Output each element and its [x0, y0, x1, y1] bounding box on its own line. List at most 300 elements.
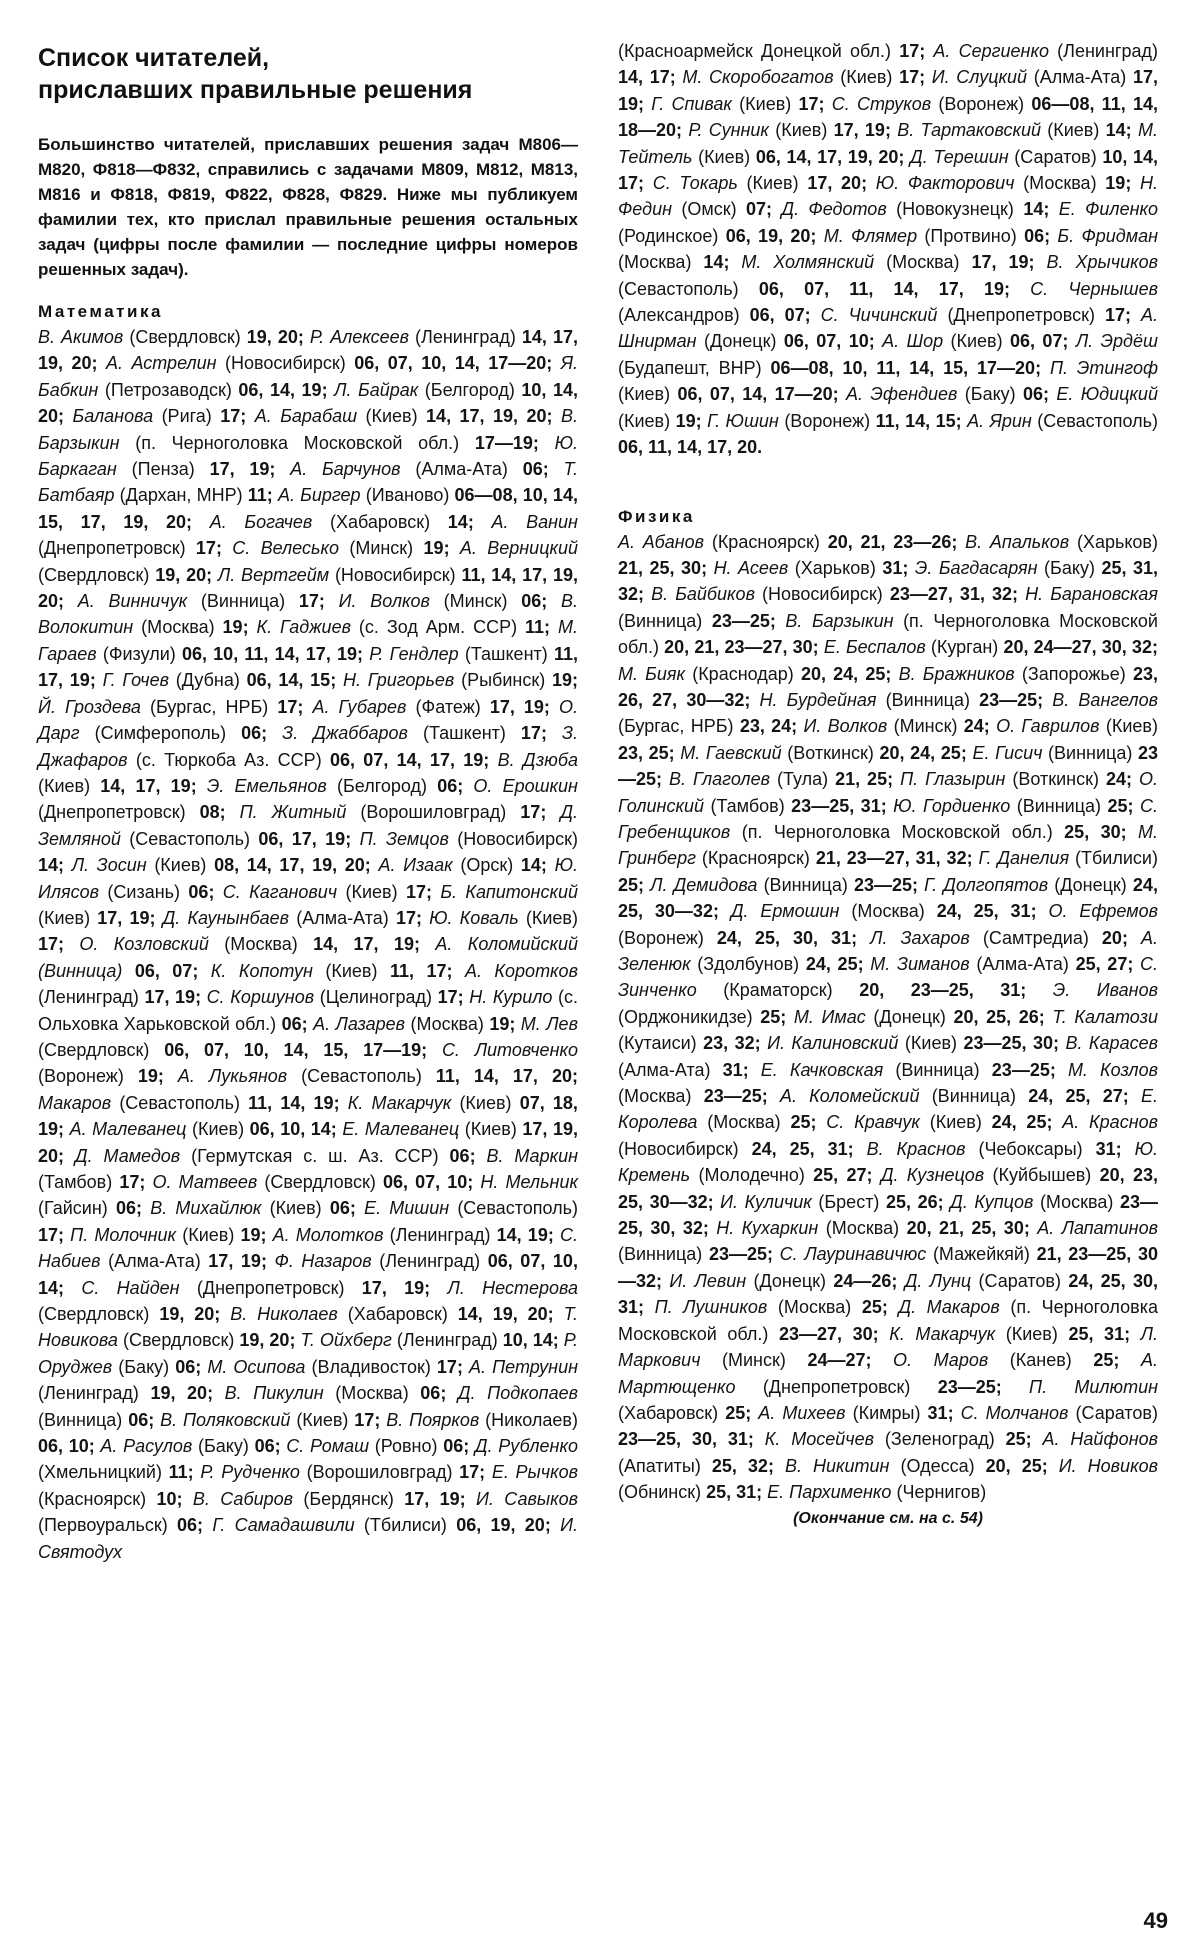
reader-name: С. Чичинский — [820, 305, 938, 326]
reader-entry: С. Струков (Воронеж) 06—08, 11, 14, 18—20; — [618, 93, 1158, 141]
reader-city: (Хабаровск) — [329, 511, 431, 532]
reader-name: Е. Рычков — [491, 1462, 578, 1483]
reader-name: М. Гаевский — [680, 742, 782, 763]
solved-problems: 14, 17, 19 — [313, 934, 414, 955]
reader-entry: Л. Эрдёш (Будапешт, ВНР) 06—08, 10, 11, 14, 15, 17—20; — [618, 331, 1158, 378]
reader-entry: С. Набиев (Алма-Ата) 17, 19; — [38, 1224, 578, 1272]
reader-city: (Днепропетровск) — [38, 538, 186, 559]
physics-reader-list — [618, 529, 1158, 1506]
reader-city: (Винница) — [38, 1409, 123, 1430]
reader-entry: О. Матвеев (Свердловск) 06, 07, 10; — [152, 1172, 481, 1192]
reader-entry: Н. Кухаркин (Москва) 20, 21, 25, 30; — [716, 1218, 1038, 1239]
reader-entry: И. Волков (Минск) 24; — [803, 716, 997, 737]
solved-problems: 17, 19 — [618, 67, 1158, 114]
solved-problems: 20, 23, 25, 30—32 — [618, 1165, 1158, 1212]
solved-problems: 06 — [115, 1198, 137, 1219]
reader-city: (Молодечно) — [698, 1165, 805, 1186]
reader-entry: Л. Байрак (Белгород) 10, 14, 20; — [38, 379, 578, 427]
solved-problems: 14, 17, 19, 20 — [38, 327, 578, 374]
solved-problems: 21, 25 — [835, 769, 888, 790]
reader-entry: Д. Ермошин (Москва) 24, 25, 31; — [730, 901, 1049, 922]
reader-city: (Винница) — [1016, 795, 1102, 816]
reader-city: (Хабаровск) — [347, 1304, 448, 1325]
reader-entry: Г. Данелия (Тбилиси) 25; — [618, 848, 1158, 895]
reader-entry: Ю. Баркаган (Пенза) 17, 19; — [38, 432, 578, 480]
reader-entry: П. Глазырин (Воткинск) 24; — [900, 769, 1139, 790]
reader-entry: Г. Долгопятов (Донецк) 24, 25, 30—32; — [618, 874, 1158, 922]
solved-problems: 17 — [520, 802, 541, 823]
reader-name: А. Зеленюк — [618, 927, 1158, 974]
reader-city: (Харьков) — [794, 557, 876, 578]
reader-name: С. Каганович — [222, 881, 338, 902]
reader-entry: Д. Макаров (п. Черноголовка Московской обл.) 23—27, 30; — [618, 1297, 1158, 1344]
reader-city: (Воронеж) — [784, 410, 871, 431]
solved-problems: 25, 32 — [711, 1455, 768, 1476]
solved-problems: 06, 14, 17, 19, 20 — [755, 146, 899, 167]
solved-problems: 19 — [489, 1013, 510, 1034]
solved-problems: 06 — [437, 775, 458, 796]
reader-city: (Алма-Ата) — [296, 907, 389, 928]
reader-entry: (Красноармейск Донецкой обл.) 17; — [618, 41, 934, 61]
reader-city: (Москва) — [777, 1297, 852, 1318]
reader-city: (Киев) — [365, 406, 418, 427]
reader-entry: С. Коршунов (Целиноград) 17; — [206, 987, 470, 1008]
reader-city: (п. Черноголовка Московской обл.) — [618, 610, 1158, 658]
reader-name: С. Набиев — [38, 1224, 578, 1272]
reader-city: (Донецк) — [873, 1006, 946, 1027]
reader-city: (Красноярск) — [711, 531, 820, 552]
reader-city: (Фатеж) — [415, 696, 481, 717]
solved-problems: 14, 17, 19 — [100, 775, 191, 796]
reader-name: А. Молотков — [272, 1224, 384, 1245]
reader-name: Ю. Гордиенко — [893, 795, 1011, 816]
reader-city: (Сизань) — [107, 881, 181, 902]
math-section-heading: Математика — [38, 302, 163, 321]
reader-city: (Брест) — [818, 1191, 880, 1212]
reader-name: А. Малеванец — [69, 1119, 187, 1140]
reader-name: М. Зиманов — [870, 954, 970, 974]
reader-name: А. Винничук — [77, 591, 188, 612]
solved-problems: 06 — [1024, 225, 1045, 246]
solved-problems: 17 — [38, 1224, 59, 1245]
reader-city: (Киев) — [840, 67, 893, 88]
solved-problems: 11, 17, 19 — [38, 643, 578, 691]
solved-problems: 06, 07, 10 — [382, 1172, 468, 1192]
solved-problems: 17 — [436, 1356, 457, 1377]
reader-name: Е. Юдицкий — [1056, 384, 1158, 405]
solved-problems: 06—08, 10, 14, 15, 17, 19, 20 — [38, 485, 578, 532]
solved-problems: 31 — [882, 557, 903, 578]
solved-problems: 19 — [137, 1066, 158, 1087]
reader-entry: С. Литовченко (Воронеж) 19; — [38, 1039, 578, 1087]
solved-problems: 17, 20 — [807, 173, 862, 194]
solved-problems: 20, 25, 26 — [953, 1006, 1039, 1027]
reader-city: (Киев) — [296, 1409, 349, 1430]
reader-name: М. Осипова — [207, 1356, 306, 1377]
reader-city: (Краснодар) — [692, 663, 794, 684]
solved-problems: 14, 17, 19, 20 — [426, 406, 547, 427]
solved-problems: 20, 21, 23—27, 30 — [664, 637, 813, 658]
reader-entry: А. Малеванец (Киев) 06, 10, 14; — [69, 1119, 343, 1140]
reader-city: (Воткинск) — [1012, 769, 1099, 790]
solved-problems: 23—25 — [703, 1086, 762, 1107]
solved-problems: 21, 23—27, 31, 32 — [815, 848, 967, 869]
reader-city: (Баку) — [964, 384, 1016, 405]
reader-name: Д. Федотов — [781, 199, 887, 220]
reader-name: А. Шор — [882, 331, 944, 352]
solved-problems: 06 — [420, 1383, 441, 1404]
reader-city: (Рыбинск) — [461, 670, 546, 691]
reader-entry: Т. Калатози (Кутаиси) 23, 32; — [618, 1006, 1158, 1054]
reader-entry: В. Волокитин (Москва) 19; — [38, 591, 578, 638]
solved-problems: 23, 24 — [739, 716, 792, 737]
reader-name: Е. Гисич — [972, 742, 1043, 763]
solved-problems: 24, 25 — [991, 1112, 1047, 1133]
reader-name: Ю. Коваль — [429, 907, 519, 928]
reader-entry: Д. Мамедов (Гермутская с. ш. Аз. ССР) 06; — [74, 1145, 487, 1166]
reader-city: (п. Черноголовка Московской обл.) — [135, 432, 460, 453]
solved-problems: 24 — [963, 716, 984, 737]
solved-problems: 19 — [1105, 173, 1126, 194]
reader-city: (Минск) — [722, 1350, 786, 1371]
reader-city: (Москва) — [335, 1383, 409, 1404]
solved-problems: 20, 21, 23—26 — [827, 531, 952, 552]
reader-city: (Дархан, МНР) — [119, 485, 243, 506]
solved-problems: 06 — [522, 459, 543, 480]
reader-city: (Минск) — [443, 591, 508, 612]
solved-problems: 17, 19 — [97, 907, 150, 928]
reader-entry: Е. Рычков (Красноярск) 10; — [38, 1462, 578, 1509]
reader-name: Г. Данелия — [978, 848, 1070, 869]
reader-name: Г. Юшин — [707, 410, 779, 431]
reader-name: Ю. Факторович — [875, 173, 1015, 194]
reader-entry: Г. Самадашвили (Тбилиси) 06, 19, 20; — [212, 1515, 561, 1536]
solved-problems: 24, 25, 31 — [936, 901, 1031, 922]
reader-name: О. Голинский — [618, 769, 1158, 816]
reader-city: (Севастополь) — [457, 1198, 578, 1219]
solved-problems: 07, 18, 19 — [38, 1092, 578, 1140]
reader-name: В. Апальков — [965, 531, 1070, 552]
solved-problems: 25, 31 — [1068, 1323, 1125, 1344]
reader-entry: З. Джаббаров (Ташкент) 17; — [282, 723, 562, 744]
solved-problems: 20, 24—27, 30, 32 — [1003, 637, 1152, 658]
reader-name: С. Зинченко — [618, 954, 1159, 1001]
solved-problems: 25 — [1093, 1350, 1114, 1371]
reader-name: А. Изаак — [378, 855, 453, 876]
reader-city: (Киев) — [459, 1092, 512, 1113]
reader-city: (Обнинск) — [618, 1482, 702, 1503]
solved-problems: 24—27 — [807, 1350, 866, 1371]
reader-name: Г. Гочев — [102, 670, 170, 691]
reader-name: Й. Гроздева — [38, 696, 141, 717]
reader-entry: Л. Вертгейм (Новосибирск) 11, 14, 17, 19, 20; — [38, 564, 578, 612]
solved-problems: 17 — [437, 987, 458, 1008]
reader-city: (Здолбунов) — [697, 954, 800, 974]
reader-city: (Ленинград) — [1057, 41, 1159, 61]
reader-entry: И. Новиков (Обнинск) 25, 31; — [618, 1455, 1158, 1503]
reader-entry: Е. Беспалов (Курган) 20, 24—27, 30, 32; — [823, 637, 1158, 658]
reader-name: Ф. Назаров — [274, 1251, 372, 1272]
reader-name: А. Верницкий — [459, 538, 579, 559]
solved-problems: 11, 14, 17, 20 — [435, 1066, 572, 1087]
reader-name: В. Акимов — [38, 327, 124, 347]
reader-name: М. Лев — [520, 1013, 578, 1034]
reader-name: А. Шнирман — [618, 305, 1158, 352]
reader-city: (Ворошиловград) — [306, 1462, 453, 1483]
reader-name: Л. Байрак — [334, 379, 419, 400]
reader-name: М. Гринберг — [618, 821, 1158, 869]
reader-entry: П. Милютин (Хабаровск) 25; — [618, 1376, 1158, 1423]
reader-entry: П. Молочник (Киев) 19; — [70, 1224, 273, 1245]
reader-entry: А. Лапатинов (Винница) 23—25; — [618, 1218, 1158, 1265]
reader-city: (Красноярск) — [38, 1488, 147, 1509]
solved-problems: 23—25 — [618, 742, 1159, 790]
reader-city: (Тула) — [776, 769, 829, 790]
reader-city: (Винница) — [931, 1086, 1016, 1107]
solved-problems: 20, 23—25, 31 — [859, 980, 1021, 1001]
reader-name: О. Гаврилов — [996, 716, 1100, 737]
reader-city: (Винница) — [200, 591, 286, 612]
reader-city: (Саратов) — [1075, 1402, 1158, 1423]
reader-entry: В. Хрычиков (Севастополь) 06, 07, 11, 14, 17, 19; — [618, 252, 1158, 299]
reader-name: Е. Королева — [618, 1086, 1158, 1133]
solved-problems: 23—25, 30, 32 — [618, 1191, 1158, 1239]
reader-city: (Александров) — [618, 305, 740, 326]
solved-problems: 25, 26 — [886, 1191, 938, 1212]
reader-entry: Б. Капитонский (Киев) 17, 19; — [38, 881, 578, 928]
reader-entry: А. Петрунин (Ленинград) 19, 20; — [38, 1356, 578, 1404]
reader-entry: А. Биргер (Иваново) 06—08, 10, 14, 15, 17, 19, 20; — [38, 485, 578, 532]
reader-name: А. Богачев — [209, 511, 313, 532]
reader-city: (Баку) — [197, 1436, 249, 1457]
reader-entry: Баланова (Рига) 17; — [72, 406, 255, 427]
reader-name: Л. Вертгейм — [217, 564, 330, 585]
reader-name: А. Лазарев — [313, 1013, 406, 1034]
left-column — [38, 0, 578, 1565]
reader-city: (Кутаиси) — [618, 1033, 697, 1054]
reader-name: О. Дарг — [38, 696, 578, 744]
reader-city: (Орджоникидзе) — [618, 1006, 753, 1027]
solved-problems: 17 — [899, 41, 920, 61]
reader-name: А. Коломейский — [779, 1086, 920, 1107]
reader-name: К. Мосейчев — [764, 1429, 874, 1450]
solved-problems: 06, 14, 15 — [246, 670, 331, 691]
reader-entry: З. Джафаров (с. Тюркоба Аз. ССР) 06, 07, 14, 17, 19; — [38, 723, 578, 770]
reader-city: (Воткинск) — [787, 742, 874, 763]
reader-name: И. Куличик — [720, 1191, 812, 1212]
reader-entry: Э. Иванов (Орджоникидзе) 25; — [618, 980, 1158, 1027]
reader-entry: С. Найден (Днепропетровск) 17, 19; — [81, 1277, 448, 1298]
reader-city: (Владивосток) — [311, 1356, 431, 1377]
solved-problems: 19 — [675, 410, 696, 431]
reader-city: (Москва) — [851, 901, 925, 922]
solved-problems: 06, 17, 19 — [258, 828, 346, 849]
reader-name: П. Милютин — [1029, 1376, 1158, 1397]
reader-entry: Р. Алексеев (Ленинград) 14, 17, 19, 20; — [38, 327, 578, 374]
reader-entry: М. Гринберг (Красноярск) 21, 23—27, 31, 32; — [618, 821, 1158, 869]
solved-problems: 20, 24, 25 — [800, 663, 886, 684]
reader-name: Т. Калатози — [1052, 1006, 1158, 1027]
reader-name: Б. Капитонский — [440, 881, 578, 902]
solved-problems: 23—25 — [937, 1376, 996, 1397]
solved-problems: 06, 14, 19 — [238, 379, 322, 400]
reader-name: Л. Нестерова — [447, 1277, 579, 1298]
reader-city: (Киев) — [1047, 120, 1100, 141]
reader-entry: В. Маркин (Тамбов) 17; — [38, 1145, 578, 1192]
reader-entry: А. Краснов (Новосибирск) 24, 25, 31; — [618, 1112, 1159, 1159]
reader-name: Н. Кухаркин — [716, 1218, 819, 1239]
reader-entry: М. Флямер (Протвино) 06; — [823, 225, 1058, 246]
reader-city: (Ворошиловград) — [360, 802, 507, 823]
reader-entry: О. Ефремов (Воронеж) 24, 25, 30, 31; — [618, 901, 1158, 948]
reader-city: (Новосибирск) — [762, 584, 883, 605]
reader-city: (Симферополь) — [94, 723, 227, 744]
page-number: 49 — [1143, 1908, 1168, 1933]
reader-city: (Винница) — [618, 610, 703, 631]
reader-name: А. Лапатинов — [1037, 1218, 1158, 1239]
reader-entry: Р. Сунник (Киев) 17, 19; — [688, 120, 898, 141]
solved-problems: 17, 19 — [833, 120, 885, 141]
reader-entry: Д. Кузнецов (Куйбышев) 20, 23, 25, 30—32; — [618, 1165, 1158, 1212]
reader-name: О. Матвеев — [152, 1172, 258, 1192]
solved-problems: 06, 07, 14, 17, 19 — [329, 749, 484, 770]
solved-problems: 20, 24, 25 — [879, 742, 961, 763]
reader-city: (Бердянск) — [303, 1488, 394, 1509]
reader-city: (Киев) — [746, 173, 799, 194]
reader-name: Д. Макаров — [898, 1297, 1000, 1318]
reader-entry: Л. Маркович (Минск) 24—27; — [618, 1323, 1158, 1371]
reader-city: (Киев) — [950, 331, 1003, 352]
reader-name: К. Макарчук — [889, 1323, 996, 1344]
reader-city: (Киев) — [192, 1119, 245, 1140]
reader-city: (Киев) — [38, 775, 91, 796]
reader-name: Баланова — [72, 406, 154, 427]
reader-name: А. Мартющенко — [618, 1350, 1158, 1397]
solved-problems: 23—25, 30, 31 — [618, 1429, 748, 1450]
reader-city: (Физули) — [102, 643, 176, 664]
solved-problems: 08, 14, 17, 19, 20 — [214, 855, 365, 876]
reader-city: (Москва) — [141, 617, 215, 638]
reader-entry: Е. Качковская (Винница) 23—25; — [760, 1059, 1068, 1080]
reader-city: (Николаев) — [485, 1409, 578, 1430]
reader-name: Л. Демидова — [650, 874, 758, 895]
solved-problems: 23—25 — [711, 610, 770, 631]
solved-problems: 14 — [1105, 120, 1126, 141]
solved-problems: 17, 19 — [404, 1488, 460, 1509]
reader-name: А. Петрунин — [469, 1356, 578, 1377]
reader-name: П. Житный — [239, 802, 347, 823]
reader-name: А. Найфонов — [1042, 1429, 1159, 1450]
reader-entry: Н. Бурдейная (Винница) 23—25; — [759, 689, 1053, 710]
reader-name: Е. Беспалов — [823, 637, 926, 658]
reader-city: (Свердловск) — [264, 1172, 376, 1192]
solved-problems: 11, 17 — [389, 960, 447, 981]
reader-entry: А. Шнирман (Донецк) 06, 07, 10; — [618, 305, 1158, 352]
reader-city: (Донецк) — [703, 331, 777, 352]
solved-problems: 06 — [1023, 384, 1044, 405]
reader-name: З. Джаббаров — [282, 723, 408, 744]
reader-city: (Новосибирск) — [334, 564, 456, 585]
solved-problems: 25, 31 — [706, 1482, 757, 1503]
solved-problems: 17 — [459, 1462, 480, 1483]
reader-name: Н. Григорьев — [342, 670, 455, 691]
reader-city: (Свердловск) — [129, 327, 241, 347]
reader-entry: А. Верницкий (Свердловск) 19, 20; — [38, 538, 579, 585]
reader-name: И. Новиков — [1058, 1455, 1158, 1476]
reader-city: (Киев) — [618, 410, 671, 431]
reader-city: (Белгород) — [337, 775, 428, 796]
reader-entry: Макаров (Севастополь) 11, 14, 19; — [38, 1092, 348, 1113]
reader-entry: А. Барчунов (Алма-Ата) 06; — [290, 459, 564, 480]
solved-problems: 20, 25 — [985, 1455, 1042, 1476]
reader-city: (Мажейкяй) — [932, 1244, 1030, 1265]
reader-entry: А. Лукьянов (Севастополь) 11, 14, 17, 20; — [177, 1066, 578, 1087]
solved-problems: 17 — [220, 406, 241, 427]
reader-name: Р. Гендлер — [369, 643, 459, 664]
reader-city: (Новосибирск) — [618, 1138, 739, 1159]
reader-name: В. Хрычиков — [1046, 252, 1158, 273]
reader-city: (Баку) — [1044, 557, 1095, 578]
reader-entry: М. Холмянский (Москва) 17, 19; — [741, 252, 1047, 273]
solved-problems: 06 — [177, 1515, 198, 1536]
reader-city: (Зеленоград) — [884, 1429, 995, 1450]
solved-problems: 06 — [329, 1198, 350, 1219]
reader-entry: Л. Захаров (Самтредиа) 20; — [870, 927, 1141, 948]
reader-entry: Я. Бабкин (Петрозаводск) 06, 14, 19; — [38, 353, 578, 400]
reader-name: Р. Алексеев — [309, 327, 409, 347]
solved-problems: 19, 20 — [246, 327, 298, 347]
reader-entry: С. Лауринавичюс (Мажейкяй) 21, 23—25, 30—32; — [618, 1244, 1158, 1291]
reader-name: Р. Рудченко — [200, 1462, 300, 1483]
reader-name: С. Токарь — [652, 173, 738, 194]
reader-name: А. Ярин — [967, 410, 1032, 431]
reader-city: (Ленинград) — [379, 1251, 481, 1272]
reader-entry: С. Чичинский (Днепропетровск) 17; — [820, 305, 1141, 326]
reader-name: Е. Мишин — [364, 1198, 450, 1219]
reader-entry: А. Изаак (Орск) 14; — [378, 855, 555, 876]
reader-name: П. Глазырин — [900, 769, 1006, 790]
solved-problems: 24, 25 — [805, 954, 858, 974]
reader-name: Т. Новикова — [38, 1304, 578, 1351]
physics-section-heading: Физика — [618, 506, 695, 526]
reader-name: Б. Фридман — [1057, 225, 1158, 246]
reader-entry: А. Эфендиев (Баку) 06; — [846, 384, 1057, 405]
reader-name: К. Гаджиев — [256, 617, 351, 638]
reader-entry: М. Осипова (Владивосток) 17; — [207, 1356, 470, 1377]
reader-city: (с. Зод Арм. ССР) — [358, 617, 518, 638]
reader-name: В. Глаголев — [669, 769, 770, 790]
reader-entry: М. Лев (Свердловск) 06, 07, 10, 14, 15, 17—19; — [38, 1013, 578, 1060]
reader-name: Д. Мамедов — [74, 1145, 181, 1166]
solved-problems: 14, 17 — [618, 67, 670, 88]
solved-problems: 08 — [199, 802, 220, 823]
reader-entry: Т. Батбаяр (Дархан, МНР) 11; — [38, 459, 578, 506]
reader-name: И. Левин — [669, 1270, 747, 1291]
reader-entry: Н. Мельник (Гайсин) 06; — [38, 1172, 578, 1219]
solved-problems: 23—27, 30 — [778, 1323, 873, 1344]
reader-city: (Севастополь) — [301, 1066, 422, 1087]
reader-name: Д. Кузнецов — [880, 1165, 985, 1186]
reader-entry: Р. Гендлер (Ташкент) 11, 17, 19; — [38, 643, 578, 691]
reader-name: В. Вангелов — [1052, 689, 1158, 710]
reader-city: (Одесса) — [900, 1455, 975, 1476]
reader-name: И. Волков — [338, 591, 430, 612]
reader-city: (Ленинград) — [389, 1224, 491, 1245]
reader-entry: Д. Каунынбаев (Алма-Ата) 17; — [162, 907, 430, 928]
reader-entry: Д. Купцов (Москва) 23—25, 30, 32; — [618, 1191, 1158, 1239]
solved-problems: 17, 19 — [209, 459, 270, 480]
reader-entry: А. Коломийский (Винница) 06, 07; — [38, 934, 579, 981]
